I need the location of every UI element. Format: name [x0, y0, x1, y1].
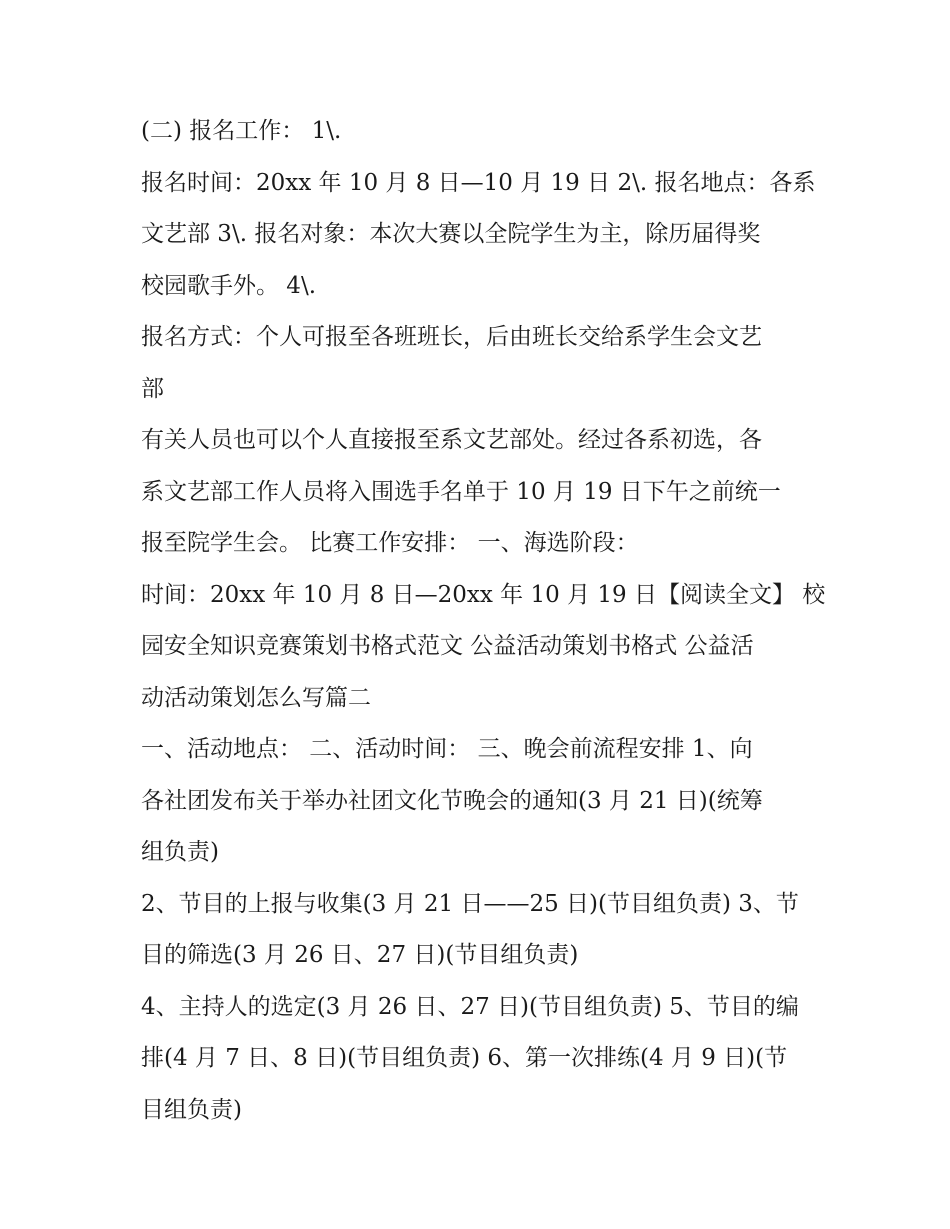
text-line: 园安全知识竞赛策划书格式范文 公益活动策划书格式 公益活 [141, 633, 754, 659]
text-line: 动活动策划怎么写篇二 [141, 684, 371, 711]
text-line: 系文艺部工作人员将入围选手名单于 10 月 19 日下午之前统一 [141, 478, 781, 505]
text-line: 4、主持人的选定(3 月 26 日、27 日)(节目组负责) 5、节目的编 [141, 993, 799, 1020]
text-line: 报名时间：20xx 年 10 月 8 日—10 月 19 日 2\. 报名地点：各系 [141, 169, 816, 196]
text-line: 组负责) [141, 839, 219, 865]
text-line: 目组负责) [141, 1096, 242, 1123]
text-line: 各社团发布关于举办社团文化节晚会的通知(3 月 21 日)(统筹 [141, 787, 763, 814]
text-line: 有关人员也可以个人直接报至系文艺部处。经过各系初选，各 [141, 427, 762, 453]
text-line: 时间：20xx 年 10 月 8 日—20xx 年 10 月 19 日【阅读全文】 校 [141, 581, 826, 608]
document-body [141, 109, 826, 1139]
text-line: 部 [141, 375, 164, 402]
text-line: 报至院学生会。 比赛工作安排： 一、海选阶段： [141, 530, 639, 556]
text-line: 排(4 月 7 日、8 日)(节目组负责) 6、第一次排练(4 月 9 日)(节 [141, 1045, 788, 1071]
text-line: 校园歌手外。 4\. [141, 272, 317, 299]
text-line: 文艺部 3\. 报名对象：本次大赛以全院学生为主，除历届得奖 [141, 221, 761, 247]
text-line: 目的筛选(3 月 26 日、27 日)(节目组负责) [141, 942, 579, 968]
text-line: 报名方式：个人可报至各班班长，后由班长交给系学生会文艺 [141, 324, 762, 350]
text-line: 一、活动地点： 二、活动时间： 三、晚会前流程安排 1、向 [141, 736, 753, 762]
text-line: 2、节目的上报与收集(3 月 21 日——25 日)(节目组负责) 3、节 [141, 890, 799, 917]
text-line: (二) 报名工作： 1\. [141, 118, 342, 144]
